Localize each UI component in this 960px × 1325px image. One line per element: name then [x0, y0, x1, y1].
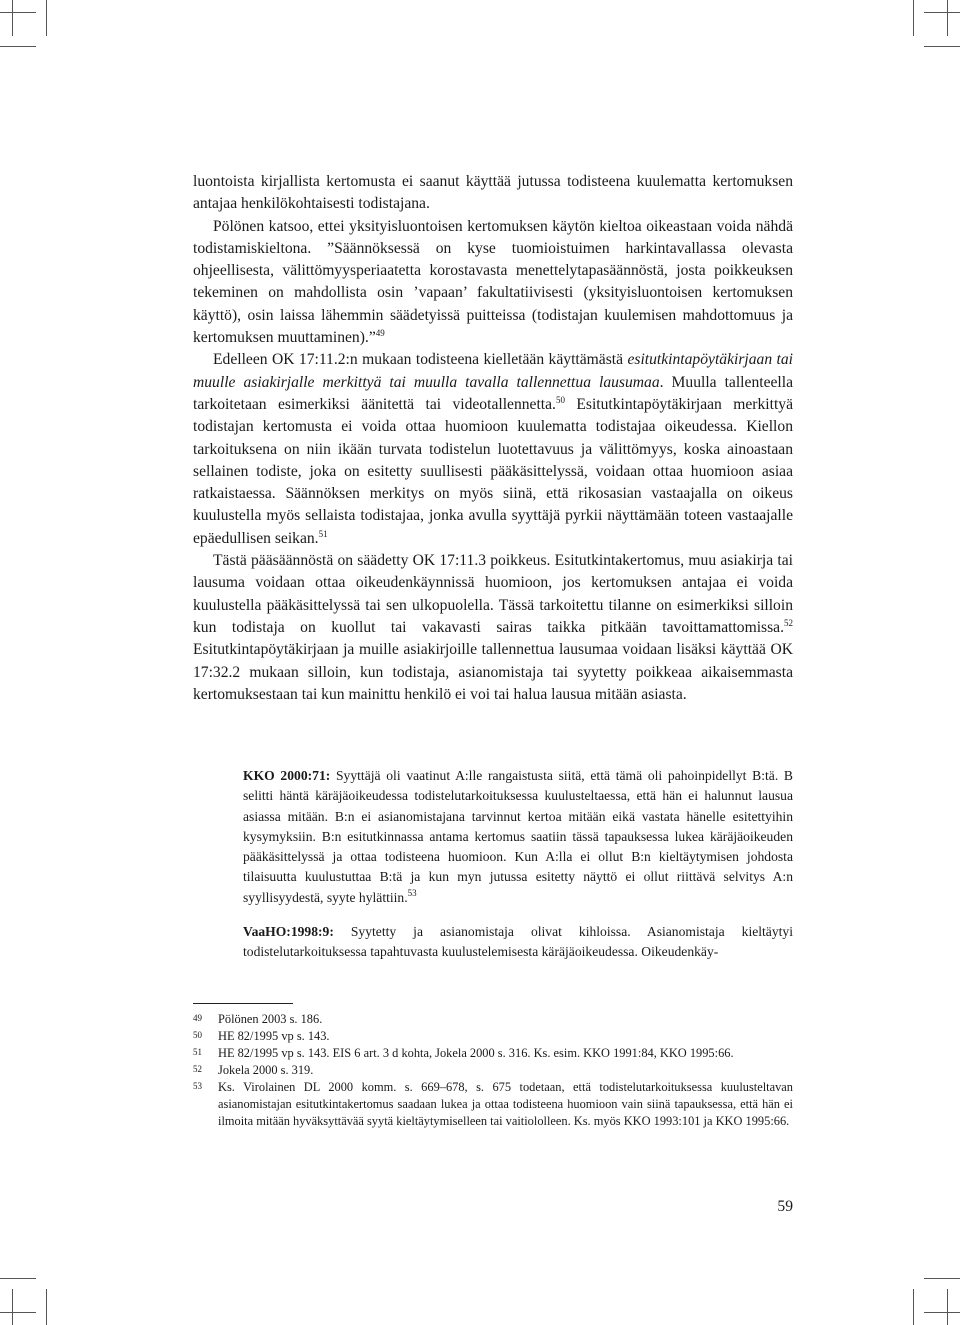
footnote-number: 53: [193, 1081, 202, 1091]
crop-mark: [0, 46, 36, 47]
crop-mark: [924, 12, 960, 13]
footnote-text: Ks. Virolainen DL 2000 komm. s. 669–678, s. 675 todetaan, että todistelutarkoituksessa kuulusteltavan asianomistajan esitutkintakertomus saadaan lukea ja ottaa todisteena huomioon vain siinä tapauksessa, että hän ei ilmoita mitään hyväksyttävää syytä kieltäytymiselleen tai vaitiololleen. Ks. myös KKO 1993:101 ja KKO 1995:66.: [218, 1080, 793, 1128]
footnote-ref: 51: [318, 528, 328, 539]
text-run: . Muulla tallenteella tarkoitetaan esimerkiksi äänitettä tai videotallennetta.: [193, 373, 793, 413]
footnote-number: 49: [193, 1013, 202, 1023]
text-run: luontoista kirjallista kertomusta ei saanut käyttää jutussa todisteena kuulematta kertomuksen antajaa henkilökohtaisesti todistajana.: [193, 173, 793, 213]
text-run: Pölönen katsoo, ettei yksityisluontoisen kertomuksen käytön kieltoa oikeastaan voida nähdä todistamiskieltona. ”Säännöksessä on kyse tuomioistuimen harkintavallassa olevasta ohjeellisesta, välittömyysperiaatetta korostavasta menettelytapasäännöstä, josta poikkeuksen tekeminen on mahdollista osin ’vapaan’ fakultatiivisesti (yksityisluontoisen kertomuksen käyttö), osin laissa lähemmin säädetyissä puitteissa (todistajan kuulemisen mahdottomuus ja kertomuksen muuttaminen).”: [193, 217, 793, 347]
crop-mark: [924, 1312, 960, 1313]
case-text: Syytetty ja asianomistaja olivat kihloissa. Asianomistaja kieltäytyi todistelutarkoituksessa tapahtuvasta kuulustelemisesta käräjäoikeudessa. Oikeudenkäy-: [243, 924, 793, 960]
footnote-ref: 53: [407, 887, 417, 898]
paragraph: [193, 550, 793, 706]
footnote-text: Pölönen 2003 s. 186.: [218, 1012, 323, 1026]
crop-mark: [947, 0, 948, 36]
case-label: KKO 2000:71:: [243, 768, 331, 783]
footnote-number: 52: [193, 1064, 202, 1074]
footnote-text: Jokela 2000 s. 319.: [218, 1063, 314, 1077]
crop-mark: [913, 1289, 914, 1325]
crop-mark: [0, 1278, 36, 1279]
crop-mark: [924, 1278, 960, 1279]
crop-mark: [46, 1289, 47, 1325]
case-examples: [243, 766, 793, 977]
body-text: [193, 171, 793, 706]
footnote-text: HE 82/1995 vp s. 143. EIS 6 art. 3 d kohta, Jokela 2000 s. 316. Ks. esim. KKO 1991:84, KKO 1995:66.: [218, 1046, 734, 1060]
footnote-ref: 49: [375, 328, 385, 339]
footnote-ref: 52: [784, 617, 793, 628]
text-run: Edelleen OK 17:11.2:n mukaan todisteena kielletään käyttämästä: [213, 351, 628, 369]
footnote-number: 51: [193, 1047, 202, 1057]
footnote: [193, 1062, 793, 1079]
footnote: [193, 1079, 793, 1130]
crop-mark: [46, 0, 47, 36]
footnote: [193, 1045, 793, 1062]
footnote: [193, 1011, 793, 1028]
crop-mark: [0, 12, 36, 13]
crop-mark: [12, 0, 13, 36]
case-text: Syyttäjä oli vaatinut A:lle rangaistusta siitä, että tämä oli pahoinpidellyt B:tä. B selitti häntä käräjäoikeudessa todistelutarkoituksessa kuulusteltaessa, että hän ei halunnut lausua asiassa mitään. B:n ei asianomistajana tarvinnut kertoa mitään eikä vastata hänelle esitettyihin kysymyksiin. B:n esitutkinnassa antama kertomus saatiin tässä tapauksessa lukea käräjäoikeuden pääkäsittelyssä ja ottaa todisteena huomioon. Kun A:lla ei ollut B:n kieltäytymisen johdosta tilaisuutta kuulustuttaa B:tä ja kun myn jutussa esitetty näyttö ei ollut riittävä selvitys A:n syyllisyydestä, syyte hylättiin.: [243, 768, 793, 905]
footnote-text: HE 82/1995 vp s. 143.: [218, 1029, 330, 1043]
paragraph: [193, 171, 793, 216]
case-label: VaaHO:1998:9:: [243, 924, 334, 940]
footnote: [193, 1028, 793, 1045]
crop-mark: [924, 46, 960, 47]
case-example: [243, 766, 793, 908]
case-example: [243, 922, 793, 963]
footnote-number: 50: [193, 1030, 202, 1040]
footnote-rule: [193, 1003, 293, 1004]
crop-mark: [12, 1289, 13, 1325]
crop-mark: [0, 1312, 36, 1313]
crop-mark: [913, 0, 914, 36]
italic-text: esitutkintapöytäkirjaan tai muulle asiakirjalle merkittyä tai muulla tavalla tallennettua lausumaa: [193, 351, 794, 391]
crop-mark: [947, 1289, 948, 1325]
footnotes: [193, 1011, 793, 1130]
page-number: 59: [777, 1198, 793, 1215]
paragraph: [193, 216, 793, 350]
text-run: Esitutkintapöytäkirjaan merkittyä todistajan kertomusta ei voida ottaa huomioon kuulematta todistajaa oikeudessa. Kiellon tarkoituksena on niin ikään turvata todistelun luotettavuus ja välittömyys, koska ainoastaan sellainen todiste, joka on esitetty suullisesti pääkäsittelyssä, voidaan ottaa huomioon asiaa ratkaistaessa. Säännöksen merkitys on myös siinä, että rikosasian vastaajalla on oikeus kuulustella myös sellaista todistajaa, jonka avulla syyttäjä pyrkii näyttämään toteen vastaajalle epäedullisen seikan.: [193, 395, 794, 547]
paragraph: [193, 349, 793, 550]
footnote-ref: 50: [555, 394, 565, 405]
text-run: Esitutkintapöytäkirjaan ja muille asiakirjoille tallennettua lausumaa voidaan lisäksi käyttää OK 17:32.2 mukaan silloin, kun todistaja, asianomistaja tai syytetty poikkeaa aikaisemmasta kertomuksestaan tai kun mainittu henkilö ei voi tai halua lausua mitään asiasta.: [193, 641, 793, 703]
text-run: Tästä pääsäännöstä on säädetty OK 17:11.3 poikkeus. Esitutkintakertomus, muu asiakirja tai lausuma voidaan ottaa oikeudenkäynnissä huomioon, jos kertomuksen antajaa ei voida kuulustella pääkäsittelyssä tai sen ulkopuolella. Tässä tarkoitettu tilanne on esimerkiksi silloin kun todistaja on kuollut tai vakavasti sairas taikka pitkään tavoittamattomissa.: [193, 552, 793, 636]
